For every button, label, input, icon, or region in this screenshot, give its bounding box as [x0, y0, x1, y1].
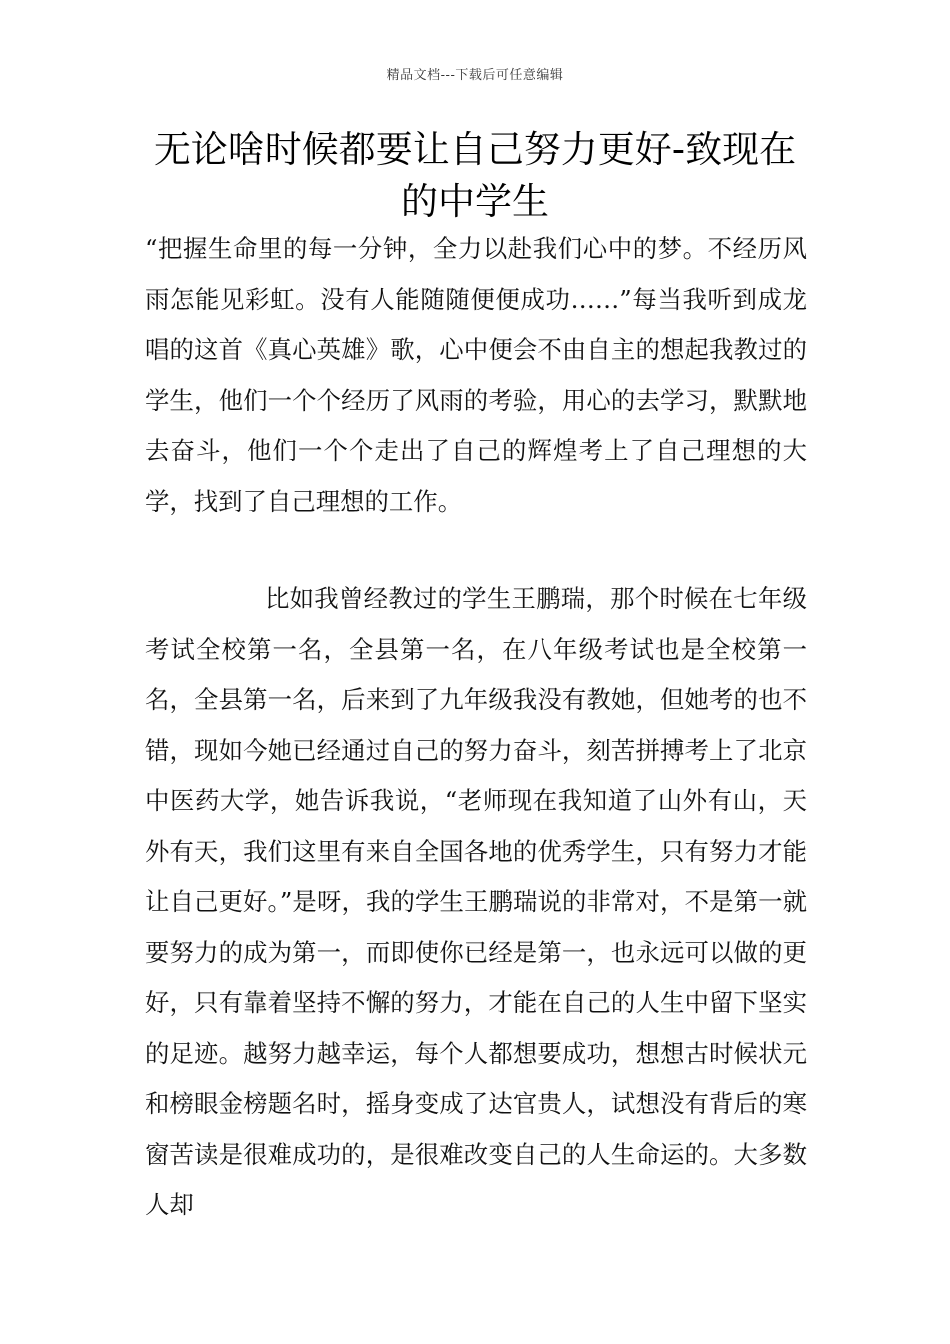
document-title: 无论啥时候都要让自己努力更好-致现在的中学生: [153, 128, 797, 223]
paragraph-intro: “把握生命里的每一分钟，全力以赴我们心中的梦。不经历风雨怎能见彩虹。没有人能随随便便成功……”每当我听到成龙唱的这首《真心英雄》歌，心中便会不由自主的想起我教过的学生，他们一个个经历了风雨的考验，用心的去学习，默默地去奋斗，他们一个个走出了自己的辉煌考上了自己理想的大学，找到了自己理想的工作。: [145, 234, 807, 516]
page-header: 精品文档---下载后可任意编辑: [386, 68, 564, 83]
paragraph-example: 比如我曾经教过的学生王鹏瑞，那个时候在七年级考试全校第一名，全县第一名，在八年级考试也是全校第一名，全县第一名，后来到了九年级我没有教她，但她考的也不错，现如今她已经通过自己的努力奋斗，刻苦拼搏考上了北京中医药大学，她告诉我说，“老师现在我知道了山外有山，天外有天，我们这里有来自全国各地的优秀学生，只有努力才能让自己更好。”是呀，我的学生王鹏瑞说的非常对，不是第一就要努力的成为第一，而即使你已经是第一，也永远可以做的更好，只有靠着坚持不懈的努力，才能在自己的人生中留下坚实的足迹。越努力越幸运，每个人都想要成功，想想古时候状元和榜眼金榜题名时，摇身变成了达官贵人，试想没有背后的寒窗苦读是很难成功的，是很难改变自己的人生命运的。大多数人却: [145, 584, 807, 1219]
